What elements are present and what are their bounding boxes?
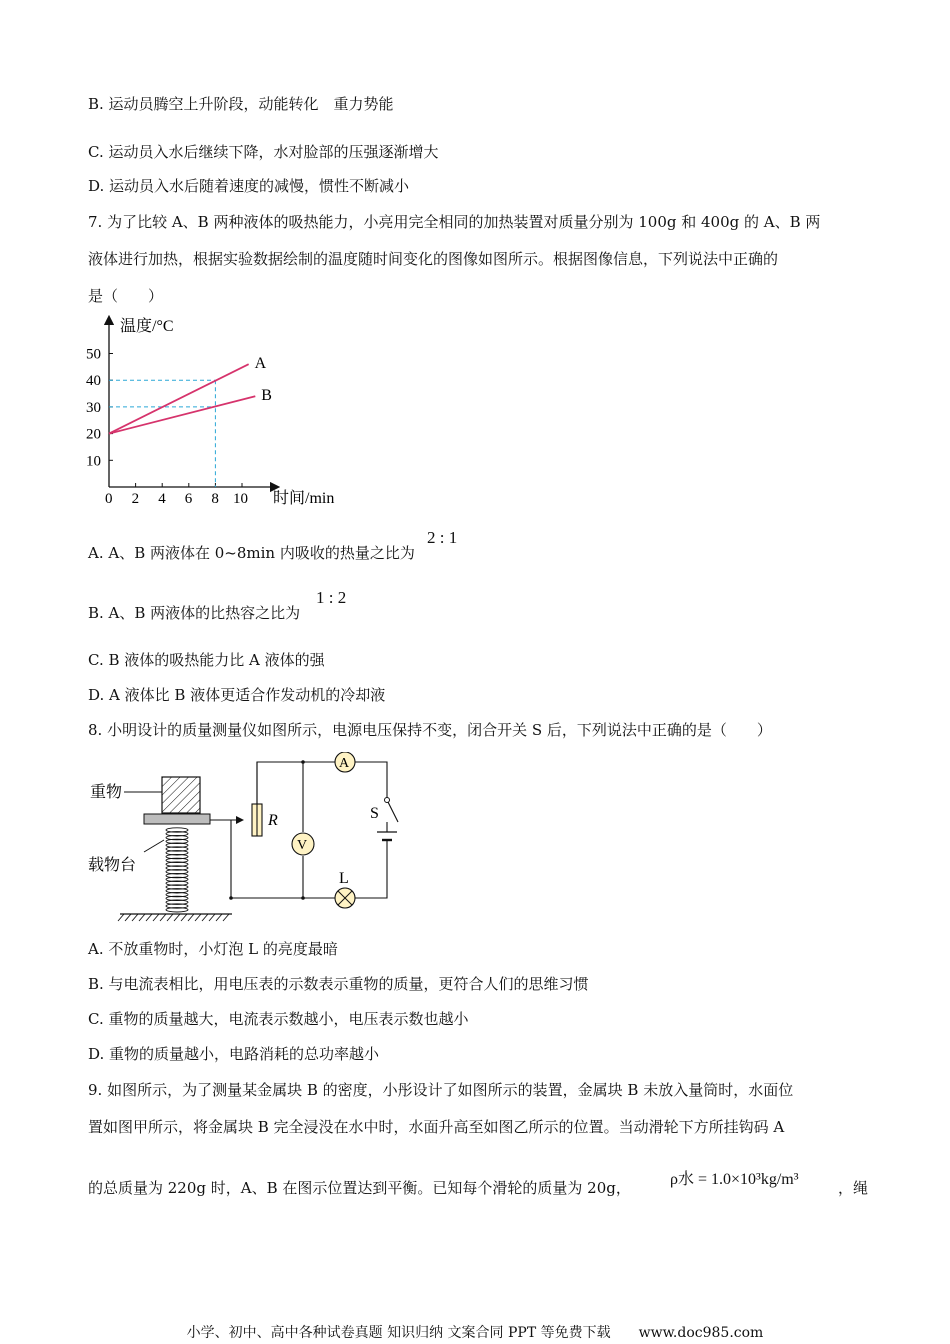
y-tick-label: 20 <box>86 426 101 443</box>
series-label-B: B <box>261 387 272 405</box>
q7-option-a: A. A、B 两液体在 0~8min 内吸收的热量之比为 <box>88 544 415 562</box>
q7-option-d: D. A 液体比 B 液体更适合作发动机的冷却液 <box>88 686 386 704</box>
q7-stem-line1: 7. 为了比较 A、B 两种液体的吸热能力，小亮用完全相同的加热装置对质量分别为 100g 和 400g 的 A、B 两 <box>88 213 821 231</box>
lamp-label: L <box>339 870 349 887</box>
q7-option-b-ratio: 1 : 2 <box>316 588 347 607</box>
ground-hatch-line <box>125 914 131 921</box>
y-tick-label: 50 <box>86 346 101 363</box>
x-axis-label: 时间/min <box>273 490 335 507</box>
series-line-B <box>109 396 255 433</box>
ammeter-label: A <box>339 756 350 771</box>
weight-block <box>162 777 200 813</box>
q7-stem-line3: 是（ ） <box>88 287 164 305</box>
ground-hatch-line <box>160 914 166 921</box>
q8-option-b: B. 与电流表相比，用电压表的示数表示重物的质量，更符合人们的思维习惯 <box>88 975 589 993</box>
ground-hatch-line <box>146 914 152 921</box>
q9-stem-line3: 的总质量为 220g 时，A、B 在图示位置达到平衡。已知每个滑轮的质量为 20g， <box>88 1179 631 1197</box>
x-tick-label: 10 <box>233 491 248 507</box>
q9-stem-line1: 9. 如图所示，为了测量某金属块 B 的密度，小彤设计了如图所示的装置，金属块 B 未放入量筒时，水面位 <box>88 1081 794 1099</box>
q7-option-c: C. B 液体的吸热能力比 A 液体的强 <box>88 651 325 669</box>
ground-hatch-line <box>118 914 124 921</box>
ground-hatch-line <box>223 914 229 921</box>
ground-hatch-line <box>188 914 194 921</box>
q9-water-density-formula: ρ水 = 1.0×10³kg/m³ <box>670 1171 799 1188</box>
q7-stem-line2: 液体进行加热，根据实验数据绘制的温度随时间变化的图像如图所示。根据图像信息，下列说法中正确的 <box>88 250 779 268</box>
ground-hatch-line <box>216 914 222 921</box>
ground-hatch-line <box>153 914 159 921</box>
rheostat-label: R <box>268 812 278 829</box>
ground-hatch-line <box>181 914 187 921</box>
y-tick-label: 40 <box>86 373 101 390</box>
ground-hatch-line <box>174 914 180 921</box>
q6-option-b: B. 运动员腾空上升阶段，动能转化 重力势能 <box>88 95 394 113</box>
x-tick-label: 6 <box>184 491 193 507</box>
x-tick-label: 0 <box>105 491 113 507</box>
q8-option-c: C. 重物的质量越大，电流表示数越小，电压表示数也越小 <box>88 1010 469 1028</box>
ground-hatch-line <box>132 914 138 921</box>
q8-stem: 8. 小明设计的质量测量仪如图所示，电源电压保持不变，闭合开关 S 后，下列说法中正确的是（ ） <box>88 721 772 739</box>
platform <box>144 814 210 824</box>
weight-label: 重物 <box>90 784 123 801</box>
q6-option-c: C. 运动员入水后继续下降，水对脸部的压强逐渐增大 <box>88 143 439 161</box>
q8-option-a: A. 不放重物时，小灯泡 L 的亮度最暗 <box>88 940 338 958</box>
ground-hatch-line <box>202 914 208 921</box>
q9-stem-line3-end: ，绳 <box>838 1179 869 1197</box>
q7-option-b: B. A、B 两液体的比热容之比为 <box>88 604 301 622</box>
ground-hatch-line <box>209 914 215 921</box>
x-tick-label: 8 <box>211 491 219 507</box>
spring <box>166 828 188 912</box>
temperature-time-chart <box>80 312 360 512</box>
switch-label: S <box>370 805 379 822</box>
ground-hatch-line <box>167 914 173 921</box>
series-line-A <box>109 364 249 433</box>
ground-hatch-line <box>195 914 201 921</box>
x-tick-label: 4 <box>158 491 166 507</box>
q9-stem-line2: 置如图甲所示，将金属块 B 完全浸没在水中时，水面升高至如图乙所示的位置。当动滑轮下方所挂钩码 A <box>88 1118 785 1136</box>
series-label-A: A <box>254 355 267 373</box>
page-footer: 小学、初中、高中各种试卷真题 知识归纳 文案合同 PPT 等免费下载 www.doc985.com <box>186 1325 764 1341</box>
y-axis-label: 温度/°C <box>120 318 174 335</box>
switch-s <box>387 800 398 822</box>
y-tick-label: 30 <box>86 399 101 416</box>
q7-option-a-ratio: 2 : 1 <box>427 528 458 547</box>
q6-option-d: D. 运动员入水后随着速度的减慢，惯性不断减小 <box>88 177 410 195</box>
ground-hatch-line <box>139 914 145 921</box>
x-tick-label: 2 <box>131 491 140 507</box>
q8-option-d: D. 重物的质量越小，电路消耗的总功率越小 <box>88 1045 380 1063</box>
mass-meter-circuit-diagram <box>86 752 416 927</box>
platform-label: 载物台 <box>88 857 137 874</box>
voltmeter-label: V <box>297 838 308 853</box>
y-tick-label: 10 <box>86 453 101 470</box>
